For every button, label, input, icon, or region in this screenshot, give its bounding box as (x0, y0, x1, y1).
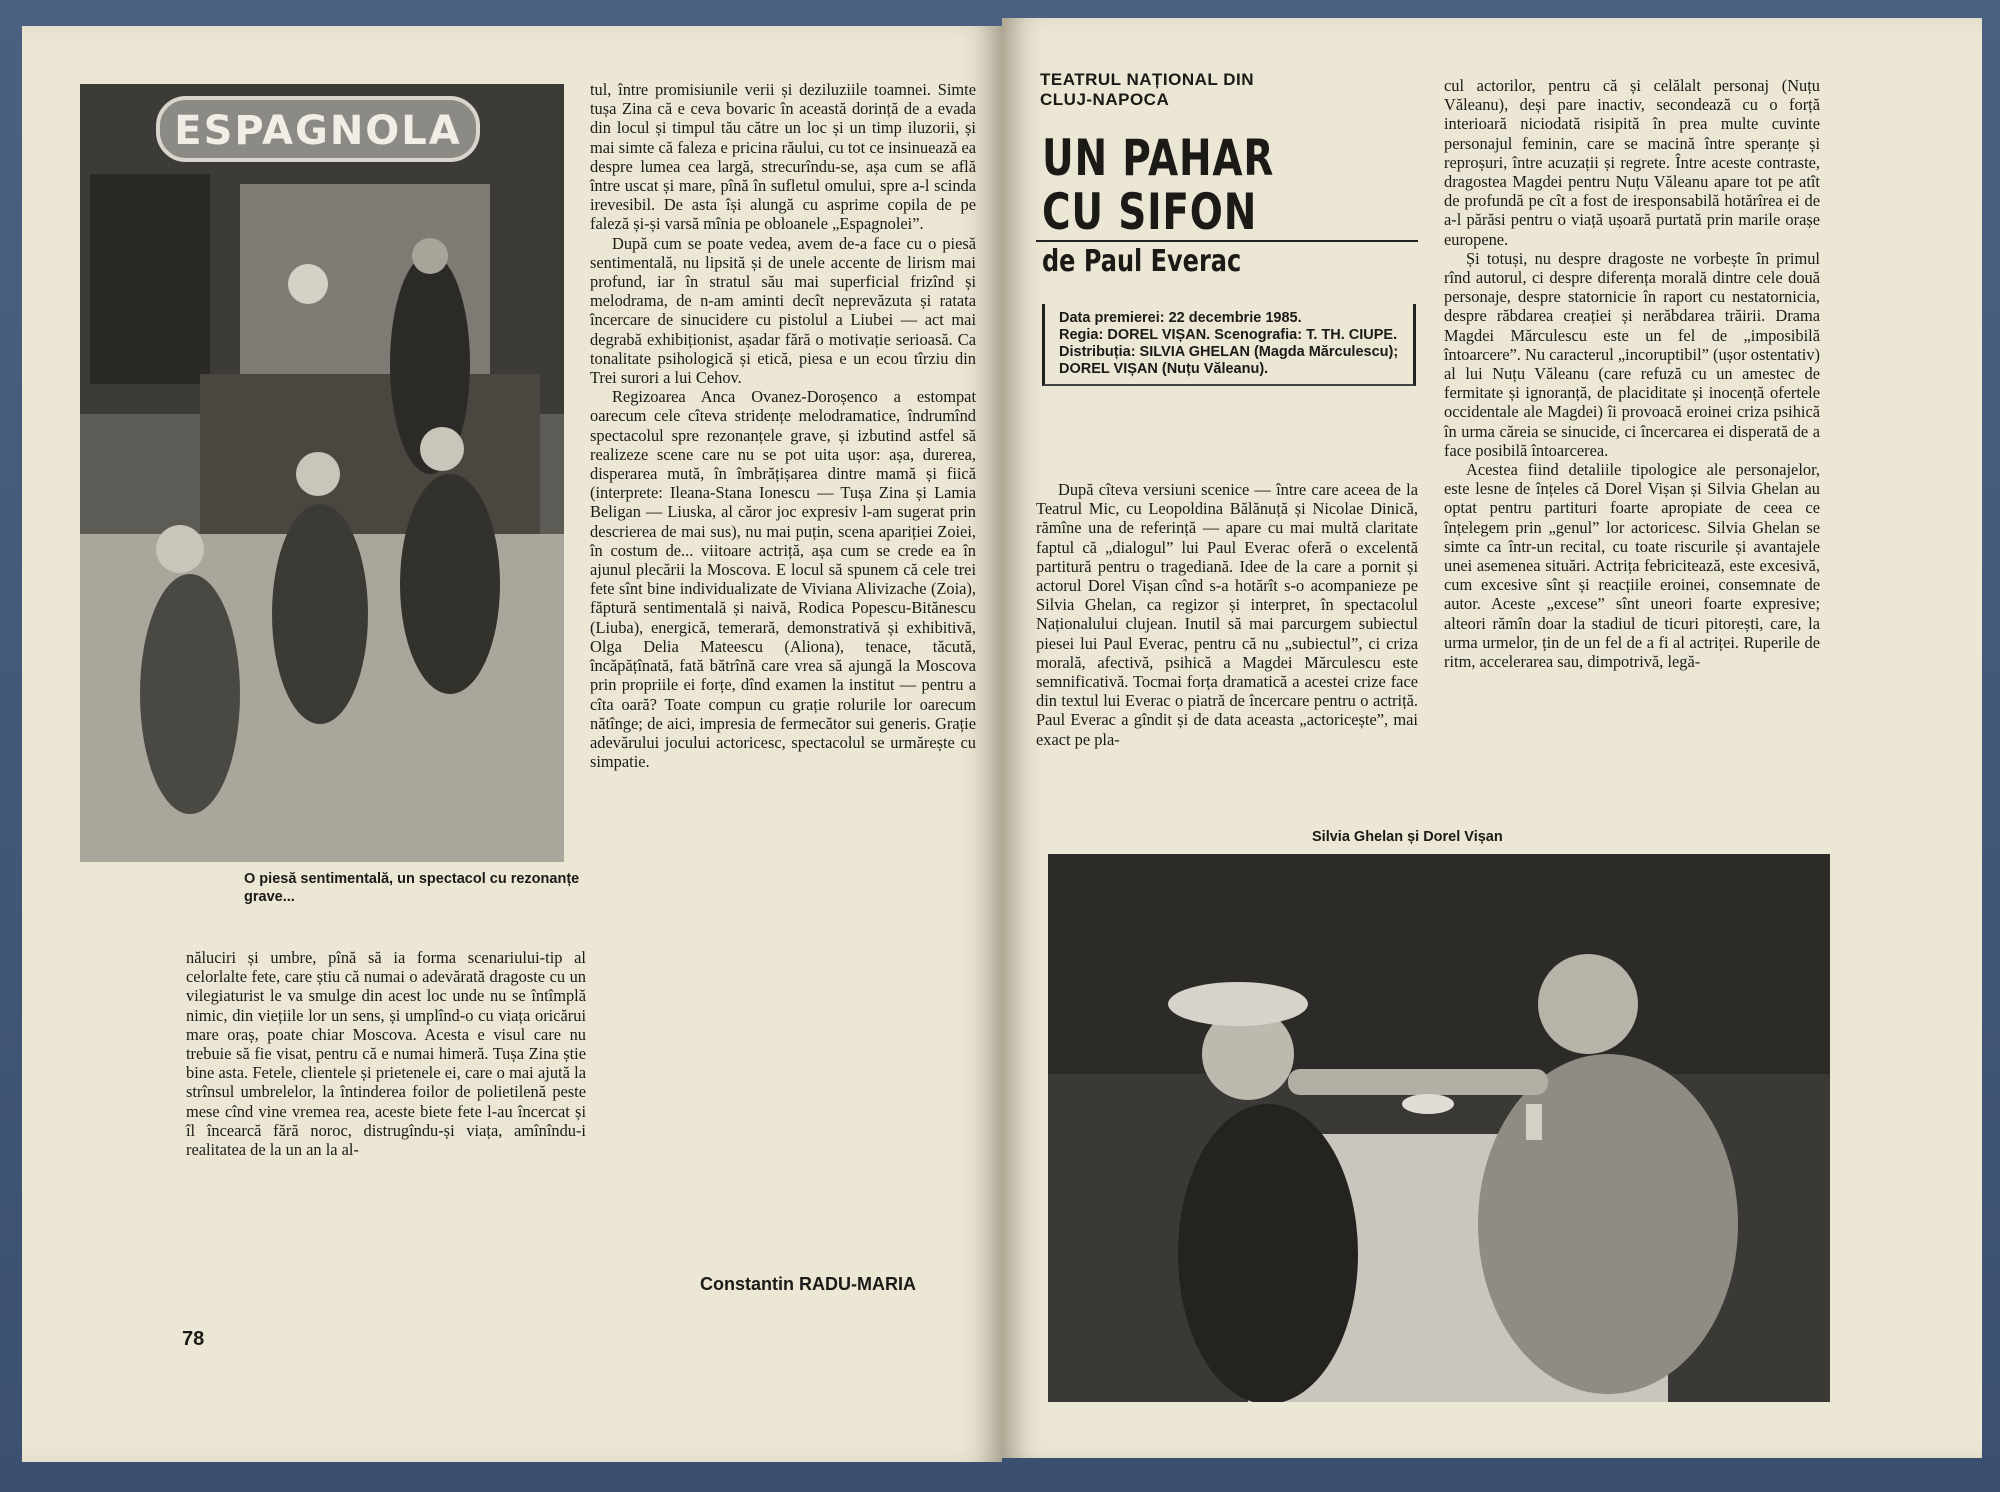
title-rule (1036, 240, 1418, 242)
right-column-2-paragraph-3: Acestea fiind detaliile tipologice ale personajelor, este lesne de înțeles că Dorel Vișan și Silvia Ghelan au optat pentru partituri foarte apropiate de ceea ce înțelegem prin „genul” lor actoricesc. Silvia Ghelan se simte ca într-un recital, cu toate riscurile și avantajele unei asemenea situări. Actrița febricitează, este excesivă, cum excesive sînt și reacțiile eroinei, consemnate de autor. Aceste „excese” sînt uneori foarte expresive; alteori rămîn doar la stadiul de ticuri pitorești, care, la urma urmelor, țin de un fel de a fi al actriței. Ruperile de ritm, accelerarea sau, dimpotrivă, legă- (1444, 460, 1820, 672)
play-title-line-1: UN PAHAR (1042, 129, 1275, 187)
page-number: 78 (182, 1328, 205, 1350)
actors-photo (1048, 854, 1830, 1402)
left-column-2-paragraph-1: tul, între promisiunile verii și deziluziile toamnei. Simte tușa Zina că e ceva bovaric în această dorință de a evada din locul și timpul tău către un loc și un timp iluzorii, și mai simte că faleza e pricina răului, cu tot ce insinuează ea despre lumea cea largă, strecurîndu-se, așa cum se află între uscat și mare, pînă în sufletul omului, spre a-l scinda irevesibil. De asta își alungă cu asprime copila de pe faleză și-și varsă mînia pe obloanele „Espagnolei”. (590, 80, 976, 234)
director-scenography: Regia: DOREL VIȘAN. Scenografia: T. TH. CIUPE. (1059, 327, 1398, 343)
right-page (1002, 18, 1982, 1458)
right-column-1 (1036, 480, 1418, 749)
actors-scene-illustration (1048, 854, 1830, 1402)
left-column-2-paragraph-3: Regizoarea Anca Ovanez-Doroșenco a estompat oarecum cele cîteva stridențe melodramatice, îndrumînd spectacolul spre rezonanțele grave, și izbutind astfel să realizeze scene care nu se pot uita ușor: așa, durerea, disperarea mută, în îmbrățișarea dintre mamă și fiică (interprete: Ileana-Stana Ionescu — Tușa Zina și Lamia Beligan — Liuska, al căror joc expresiv l-am sugerat prin descrierea de mai sus), nu mai puțin, scena apariției Zoiei, în costum de... viitoare actriță, așa cum se crede ea în ajunul plecării la Moscova. E locul să spunem că cele trei fete sînt bine individualizate de Viviana Alivizache (Zoia), făptură sentimentală și naivă, Rodica Popescu-Bitănescu (Liuba), energică, temerară, demonstrativă și exhibitivă, Olga Delia Mateescu (Aliona), tenace, tăcută, încăpățînată, fată bătrînă care vrea să ajungă la Moscova prin propriile ei forțe, dînd examen la institut — pentru a cîta oară? Toate compun cu grație rolurile lor oarecum nătînge; de aici, impresia de fermecător sui generis. Grație adevărului jocului actoricesc, spectacolul se urmărește cu simpatie. (590, 387, 976, 772)
play-author: de Paul Everac (1042, 244, 1242, 279)
left-column-1-text: năluciri și umbre, pînă să ia forma scenariului-tip al celorlalte fete, care știu că numai o adevărată dragoste cu un vilegiaturist le va smulge din acest loc unde nu se întîmplă nimic, din viețiile lor un sens, și umplînd-o cu viața oricărui mare oraș, poate chiar Moscova. Acesta e visul care nu trebuie să fie visat, pentru că e numai himeră. Tușa Zina știe bine asta. Fetele, clientele și prietenele ei, care o mai ajută la strînsul umbrelelor, la întinderea foilor de polietilenă peste mese cînd vine vremea rea, aceste biete fete l-au încercat și îl încearcă fără noroc, distrugîndu-și viața, amînîndu-i realitatea de la un an la al- (186, 948, 586, 1160)
left-column-2-paragraph-2: După cum se poate vedea, avem de-a face cu o piesă sentimentală, nu lipsită și de unele accente de lirism mai profund, iar în stratul său mai superficial frizînd și melodrama, de n-am aminti decît neprevăzuta și ratata încercare de sinucidere cu pistolul a Liubei — act mai degrabă exhibiționist, așadar fără o motivație serioasă. Ca tonalitate psihologică și etică, piesa e un ecou tîrziu din Trei surori a lui Cehov. (590, 233, 976, 388)
premiere-date: Data premierei: 22 decembrie 1985. (1059, 310, 1302, 326)
espagnola-sign: ESPAGNOLA (174, 108, 462, 154)
author-signature: Constantin RADU-MARIA (700, 1274, 916, 1294)
production-info-box (1042, 304, 1416, 386)
right-photo-caption: Silvia Ghelan și Dorel Vișan (1312, 829, 1503, 845)
left-photo-caption: O piesă sentimentală, un spectacol cu rezonanțe grave... (244, 871, 580, 905)
left-page (22, 26, 1002, 1462)
cast-list: Distribuția: SILVIA GHELAN (Magda Mărculescu); DOREL VIȘAN (Nuțu Văleanu). (1059, 344, 1399, 377)
cafe-scene-photo (80, 84, 564, 862)
left-column-2 (590, 80, 976, 771)
play-title-line-2: CU SIFON (1042, 183, 1258, 241)
right-column-1-text: După cîteva versiuni scenice — între care aceea de la Teatrul Mic, cu Leopoldina Bălănuță și Nicolae Dinică, rămîne una de referință — apare cu mai multă claritate faptul că „dialogul” lui Paul Everac oferă o excelentă partitură pentru o tragediană. Idee de la care a pornit și actorul Dorel Vișan cînd s-a hotărît s-o acompanieze pe Silvia Ghelan, ca regizor și interpret, în spectacolul Naționalului clujean. Inutil să mai parcurgem subiectul piesei lui Paul Everac, pentru că nu „subiectul”, ci criza morală, afectivă, psihică a Magdei Mărculescu este semnificativă. Tocmai forța dramatică a acestei crize face din textul lui Everac o piatră de încercare pentru o actriță. Paul Everac a gîndit și de data aceasta „actoricește”, mai exact pe pla- (1036, 480, 1418, 749)
theatre-name: TEATRUL NAȚIONAL DIN CLUJ-NAPOCA (1040, 70, 1254, 109)
right-column-2 (1444, 76, 1820, 671)
right-column-2-paragraph-2: Și totuși, nu despre dragoste ne vorbește în primul rînd autorul, ci despre diferența morală dintre cele două personaje, despre statornicie în raport cu nestatornicia, despre răbdarea creației și nerăbdarea trăirii. Drama Magdei Mărculescu este un fel de „imposibilă întoarcere”. Nu caracterul „incoruptibil” (ușor ostentativ) al lui Nuțu Văleanu (care refuză cu un amestec de fermitate și ignoranță, de placiditate și inocență ofertele occidentale ale Magdei) îi provoacă eroinei criza psihică în urma căreia se sinucide, ci încercarea ei disperată de a face posibilă întoarcerea. (1444, 248, 1820, 460)
left-column-1 (186, 948, 586, 1159)
right-column-2-paragraph-1: cul actorilor, pentru că și celălalt personaj (Nuțu Văleanu), deși pare inactiv, secondează cu o forță interioară niciodată risipită în prea multe cuvinte personajul feminin, care se macină între speranțe și reproșuri, între acuzații și regrete. Între aceste contraste, dragostea Magdei pentru Nuțu Văleanu apare tot pe atît de profundă pe cît a fost de iresponsabilă hotărîrea ei de a-l părăsi pentru o viață ușoară purtată prin marile orașe europene. (1444, 76, 1820, 249)
cafe-scene-illustration (80, 84, 564, 862)
